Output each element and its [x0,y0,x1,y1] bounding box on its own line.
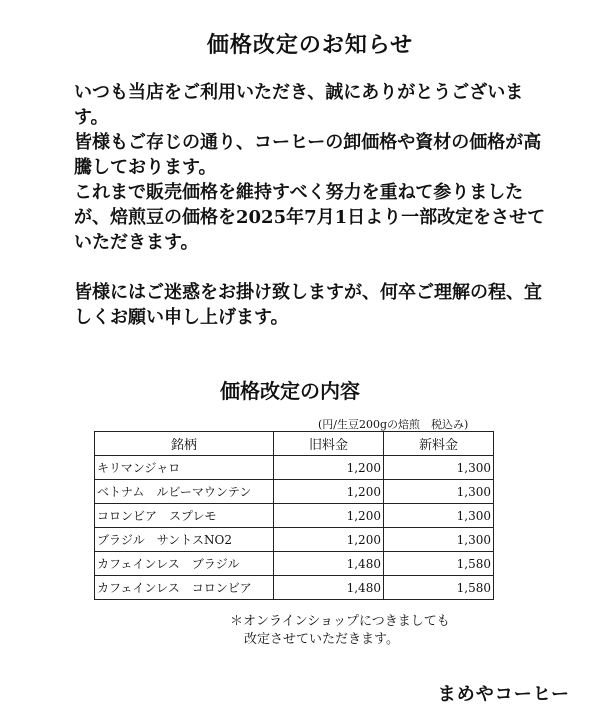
row-new-price: 1,580 [383,552,493,576]
paragraph-revision: これまで販売価格を維持すべく努力を重ねて参りましたが、焙煎豆の価格を2025年7月1日より一部改定をさせていただきます。 [74,182,546,253]
row-old-price: 1,200 [273,504,383,528]
row-brand: ブラジル サントスNO2 [95,528,274,552]
header-brand: 銘柄 [95,432,274,456]
paragraph-apology: 皆様にはご迷惑をお掛け致しますが、何卒ご理解の程、宜しくお願い申し上げます。 [74,282,542,328]
shop-name: まめやコーヒー [437,684,570,705]
footnote [230,613,450,649]
header-new-price: 新料金 [383,432,493,456]
table-row [95,480,494,504]
row-brand: コロンビア スプレモ [95,504,274,528]
row-old-price: 1,480 [273,552,383,576]
table-row [95,504,494,528]
price-table [94,431,494,600]
table-row [95,528,494,552]
row-old-price: 1,200 [273,480,383,504]
row-old-price: 1,200 [273,456,383,480]
row-old-price: 1,200 [273,528,383,552]
row-brand: ベトナム ルビーマウンテン [95,480,274,504]
row-old-price: 1,480 [273,576,383,600]
footnote-line-2: 改定させていただきます。 [244,632,399,647]
table-header-row [95,432,494,456]
row-brand: キリマンジャロ [95,456,274,480]
table-row [95,576,494,600]
row-new-price: 1,580 [383,576,493,600]
header-old-price: 旧料金 [273,432,383,456]
unit-note: (円/生豆200gの焙煎 税込み) [318,418,469,431]
row-new-price: 1,300 [383,456,493,480]
section-title: 価格改定の内容 [220,379,360,403]
footnote-line-1: ＊オンラインショップにつきましても [230,614,450,629]
row-new-price: 1,300 [383,504,493,528]
page-title: 価格改定のお知らせ [206,32,414,58]
row-new-price: 1,300 [383,480,493,504]
table-row [95,552,494,576]
table-row [95,456,494,480]
paragraph-cost-rise: 皆様もご存じの通り、コーヒーの卸価格や資材の価格が高騰しております。 [74,132,542,178]
announcement-body [74,80,554,330]
row-brand: カフェインレス ブラジル [95,552,274,576]
row-brand: カフェインレス コロンビア [95,576,274,600]
paragraph-greeting: いつも当店をご利用いただき、誠にありがとうございます。 [74,82,524,128]
row-new-price: 1,300 [383,528,493,552]
